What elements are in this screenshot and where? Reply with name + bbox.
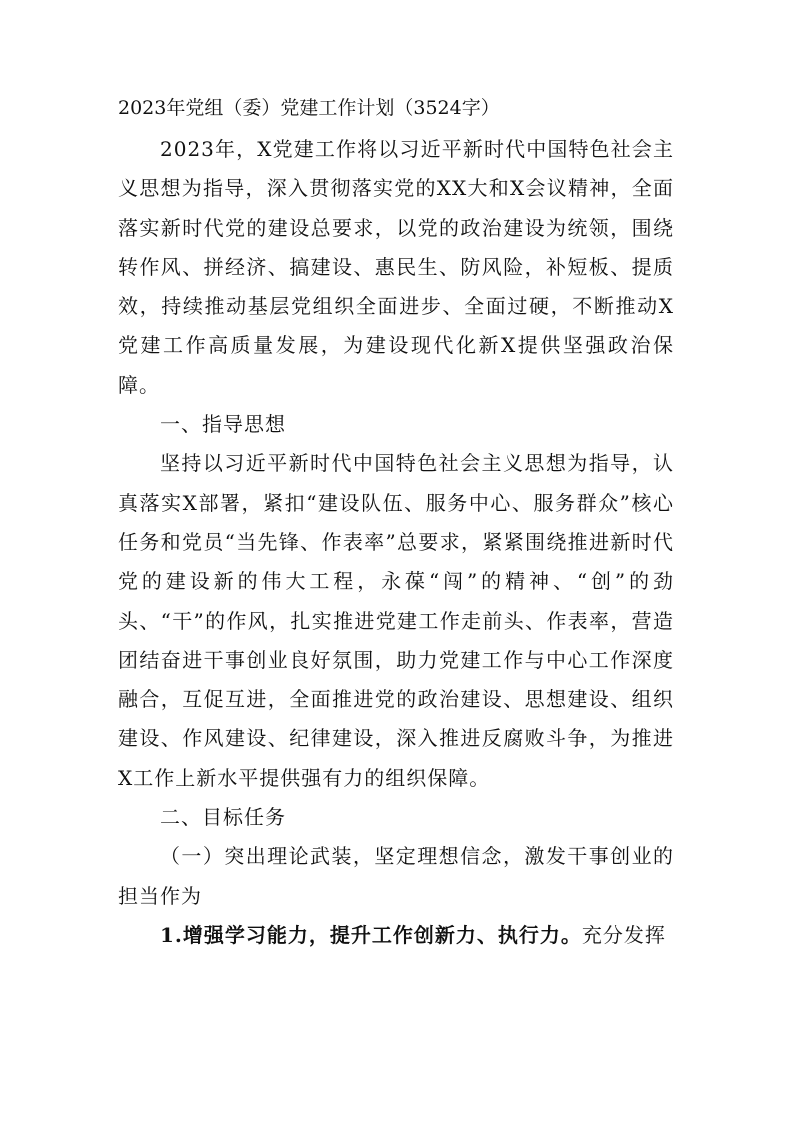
document-title: 2023年党组（委）党建工作计划（3524字） bbox=[118, 97, 500, 119]
item-1-bold-lead: 1.增强学习能力，提升工作创新力、执行力。 bbox=[160, 922, 582, 947]
section-heading-goals-tasks: 二、目标任务 bbox=[160, 805, 286, 830]
subsection-heading-theory: （一）突出理论武装，坚定理想信念，激发干事创业的担当作为 bbox=[118, 844, 674, 908]
guiding-thought-paragraph: 坚持以习近平新时代中国特色社会主义思想为指导，认真落实X部署，紧扣“建设队伍、服务中心、服务群众”核心任务和党员“当先锋、作表率”总要求，紧紧围绕推进新时代党的建设新的伟大工程，永葆“闯”的精神、“创”的劲头、“干”的作风，扎实推进党建工作走前头、作表率，营造团结奋进干事创业良好氛围，助力党建工作与中心工作深度融合，互促互进，全面推进党的政治建设、思想建设、组织建设、作风建设、纪律建设，深入推进反腐败斗争，为推进X工作上新水平提供强有力的组织保障。 bbox=[118, 451, 674, 790]
intro-paragraph: 2023年，X党建工作将以习近平新时代中国特色社会主义思想为指导，深入贯彻落实党的XX大和X会议精神，全面落实新时代党的建设总要求，以党的政治建设为统领，围绕转作风、拼经济、搞建设、惠民生、防风险，补短板、提质效，持续推动基层党组织全面进步、全面过硬，不断推动X党建工作高质量发展，为建设现代化新X提供坚强政治保障。 bbox=[118, 137, 674, 397]
document-page bbox=[118, 92, 674, 955]
item-1-paragraph bbox=[118, 916, 674, 955]
section-heading-guiding-thought: 一、指导思想 bbox=[160, 412, 286, 437]
item-1-text: 充分发挥 bbox=[581, 922, 666, 947]
